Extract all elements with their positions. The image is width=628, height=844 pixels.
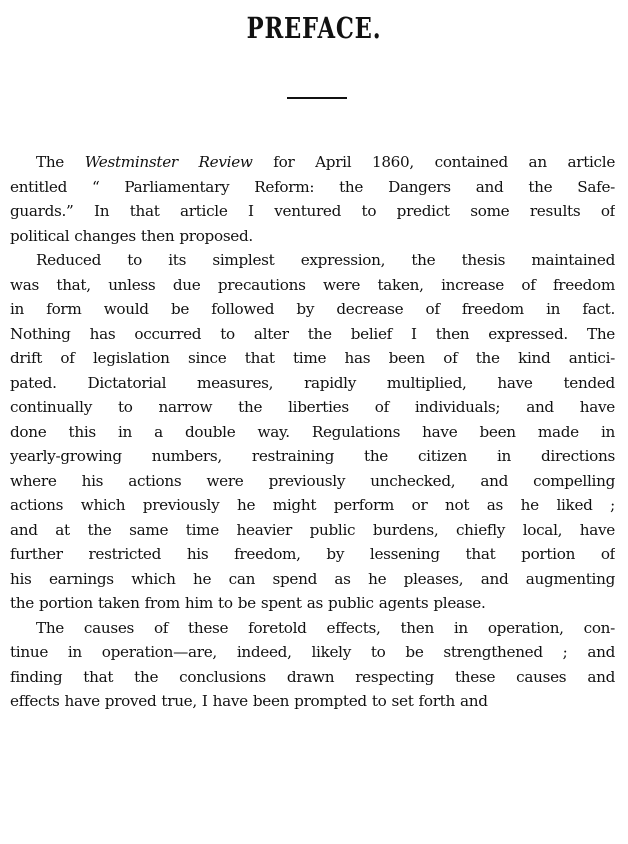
text-line: finding that the conclusions drawn respecting these causes and — [10, 667, 615, 686]
preface-body — [10, 150, 615, 714]
text-line: where his actions were previously unchecked, and compelling — [10, 471, 615, 490]
journal-title: Westminster Review — [84, 153, 253, 171]
text-line: guards.” In that article I ventured to predict some results of — [10, 202, 615, 220]
text-line: Nothing has occurred to alter the belief I then expressed. The — [10, 324, 615, 343]
text-line: continually to narrow the liberties of individuals; and have — [10, 398, 615, 416]
paragraph — [10, 616, 615, 714]
text-line: the portion taken from him to be spent as public agents please. — [10, 594, 486, 612]
text-line: done this in a double way. Regulations have been made in — [10, 422, 615, 441]
text-line: drift of legislation since that time has been of the kind antici- — [10, 349, 615, 367]
text-run: The — [36, 153, 85, 171]
text-line: yearly-growing numbers, restraining the citizen in directions — [10, 447, 615, 465]
text-line: in form would be followed by decrease of freedom in fact. — [10, 300, 615, 318]
text-line: further restricted his freedom, by lessening that portion of — [10, 545, 615, 563]
text-line: effects have proved true, I have been prompted to set forth and — [10, 692, 488, 710]
text-line: entitled “ Parliamentary Reform: the Dangers and the Safe- — [10, 177, 615, 196]
title-divider — [287, 97, 347, 99]
text-line: Reduced to its simplest expression, the thesis maintained — [36, 251, 615, 269]
text-line: pated. Dictatorial measures, rapidly multiplied, have tended — [10, 373, 615, 392]
page-title: PREFACE. — [246, 11, 382, 45]
text-line — [10, 150, 615, 175]
text-line: was that, unless due precautions were taken, increase of freedom — [10, 275, 615, 294]
text-line: his earnings which he can spend as he pleases, and augmenting — [10, 569, 615, 588]
text-line: actions which previously he might perform or not as he liked ; — [10, 496, 615, 514]
text-line: and at the same time heavier public burdens, chiefly local, have — [10, 520, 615, 539]
text-run: for April 1860, contained an article — [252, 153, 615, 171]
paragraph — [10, 150, 615, 248]
text-line: The causes of these foretold effects, then in operation, con- — [36, 618, 615, 637]
paragraph — [10, 248, 615, 616]
text-line: political changes then proposed. — [10, 226, 253, 245]
text-line: tinue in operation—are, indeed, likely to be strengthened ; and — [10, 643, 615, 661]
